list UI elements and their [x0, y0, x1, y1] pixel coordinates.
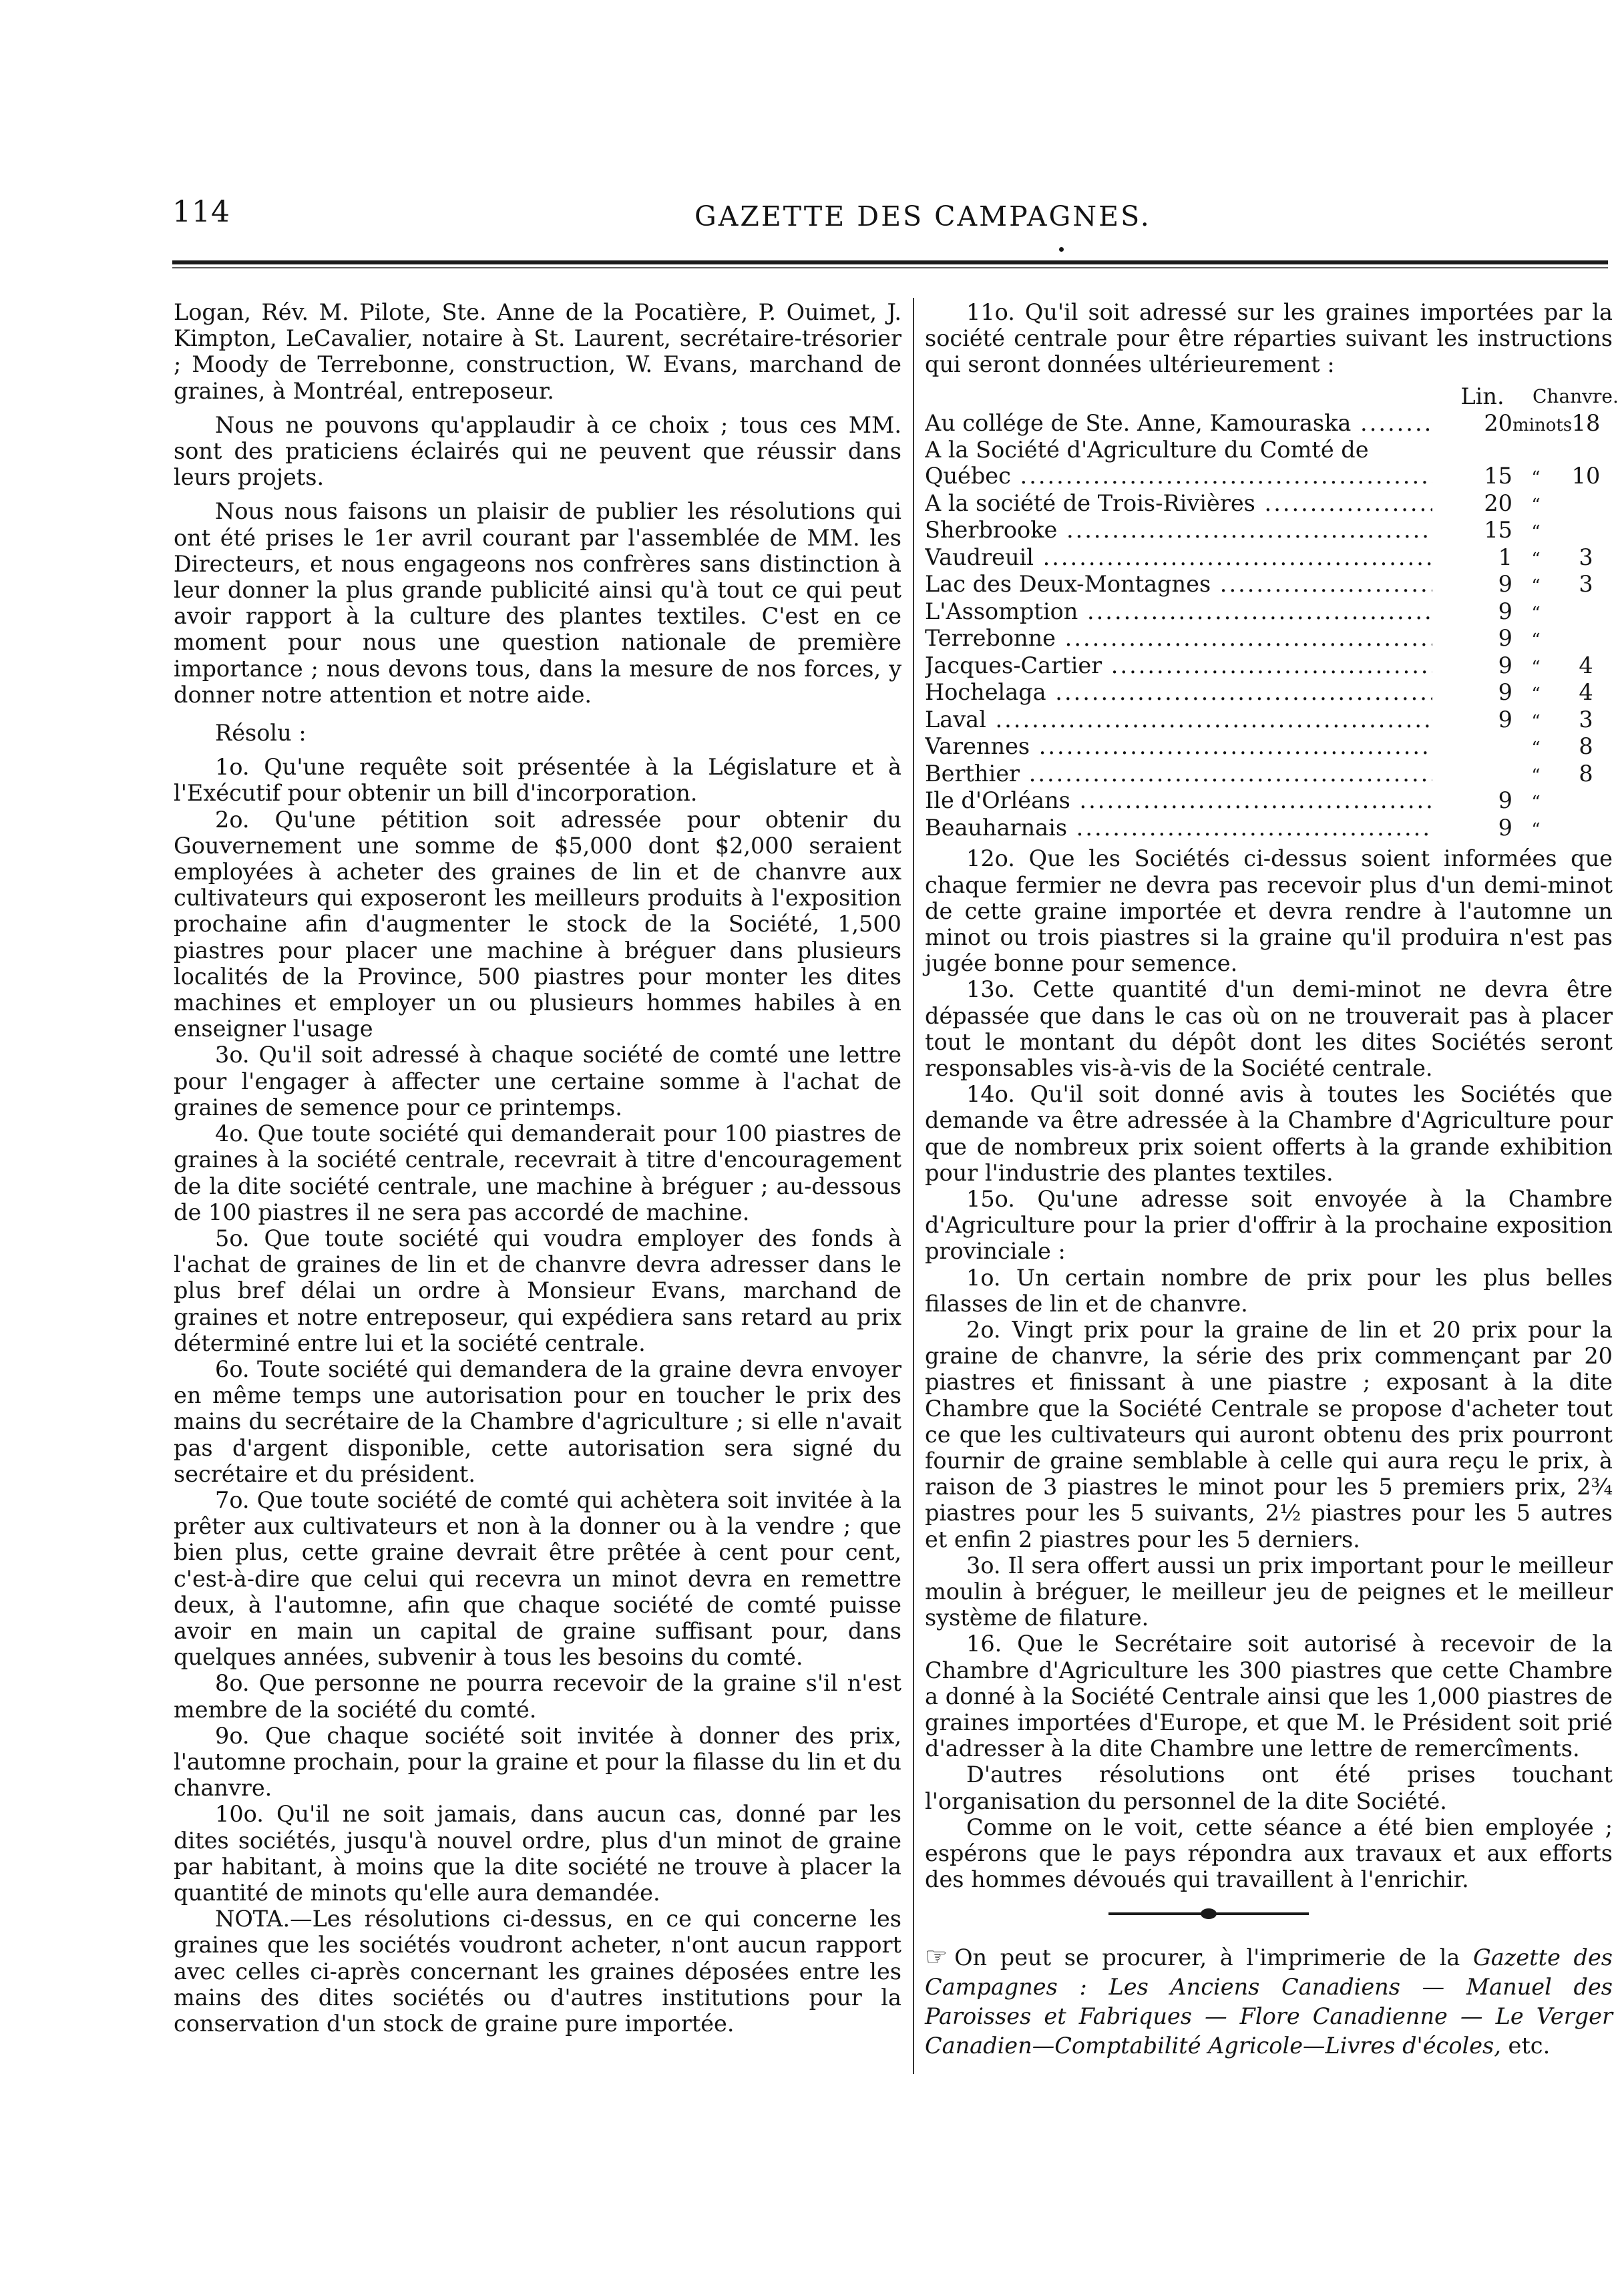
prize-item-2: 2o. Vingt prix pour la graine de lin et 20 prix pour la graine de chanvre, la série des prix commençant par 20 piastres et finissant à une piastre ; exposant à la dite Chambre que la Société Centrale se propose d'acheter tout ce que les cultivateurs qui auront obtenu des prix pourront fournir de graine semblable à celle qui aura reçu le prix, à raison de 3 piastres le minot pour les 5 premiers prix, 2¾ piastres pour les 5 suivants, 2½ piastres pour les 5 autres et enfin 2 piastres pour les 5 derniers. — [925, 1316, 1613, 1552]
table-cell-chanvre: 18 — [1571, 409, 1601, 436]
table-cell-unit: “ — [1531, 793, 1541, 813]
table-row — [925, 652, 1613, 680]
table-cell-chanvre: 8 — [1579, 733, 1593, 760]
table-row — [925, 761, 1613, 788]
resolution-15: 15o. Qu'une adresse soit envoyée à la Chambre d'Agriculture pour la prier d'offrir à la prochaine exposition provinciale : — [925, 1185, 1613, 1265]
table-cell-unit: “ — [1531, 522, 1541, 543]
table-row — [925, 815, 1613, 842]
notice-tail: etc. — [1500, 2033, 1551, 2059]
nota-paragraph: NOTA.—Les résolutions ci-dessus, en ce qui concerne les graines que les sociétés voudront acheter, n'ont aucun rapport avec celles ci-après concernant les graines déposées entre les mains des dites sociétés ou d'autres institutions pour la conservation d'un stock de graine pure importée. — [174, 1906, 901, 2037]
table-row — [925, 517, 1613, 544]
resolution-1: 1o. Qu'une requête soit présentée à la Législature et à l'Exécutif pour obtenir un bill d'incorporation. — [174, 754, 901, 807]
table-cell-unit: “ — [1531, 549, 1541, 570]
header-dot — [1059, 247, 1064, 252]
table-cell-unit: minots — [1512, 415, 1573, 435]
table-cell-unit: “ — [1531, 576, 1541, 597]
resolution-16: 16. Que le Secrétaire soit autorisé à recevoir de la Chambre d'Agriculture les 300 piastres que cette Chambre a donné à la Société Centrale ainsi que les 1,000 piastres de graines importées d'Europe, et que M. le Président soit prié d'adresser à la dite Chambre une lettre de remercîments. — [925, 1631, 1613, 1762]
table-cell-lin: 9 — [1498, 598, 1512, 624]
resolution-7: 7o. Que toute société de comté qui achètera soit invitée à la prêter aux cultivateurs et non à la donner ou à la vendre ; que bien plus, cette graine devrait être prêtée à cent pour cent, c'est-à-dire que celui qui recevra un minot devra en remettre deux, à l'automne, afin que chaque société de comté puisse avoir en main un capital de graine suffisant pour, dans quelques années, subvenir à tous les besoins du comté. — [174, 1486, 901, 1671]
table-row — [925, 733, 1613, 761]
table-cell-name: Jacques-Cartier ..... — [925, 652, 1432, 678]
table-cell-lin: 20 — [1484, 409, 1512, 436]
column-header-lin: Lin. — [1460, 383, 1504, 409]
table-cell-name: Hochelaga ..... — [925, 679, 1432, 705]
table-cell-lin: 9 — [1498, 679, 1512, 706]
resolution-6: 6o. Toute société qui demandera de la graine devra envoyer en même temps une autorisation pour en toucher le prix des mains du secrétaire de la Chambre d'agriculture ; si elle n'avait pas d'argent disponible, cette autorisation sera signé du secrétaire et du président. — [174, 1356, 901, 1487]
table-cell-chanvre: 4 — [1579, 652, 1593, 678]
table-row — [925, 544, 1613, 572]
table-cell-lin: 9 — [1498, 652, 1512, 678]
prize-item-1: 1o. Un certain nombre de prix pour les plus belles filasses de lin et de chanvre. — [925, 1264, 1613, 1317]
table-cell-name: Au collége de Ste. Anne, Kamouraska ..... — [925, 410, 1432, 436]
table-cell-lin: 9 — [1498, 787, 1512, 814]
table-cell-unit: “ — [1531, 630, 1541, 651]
paragraph-other-resolutions: D'autres résolutions ont été prises touchant l'organisation du personnel de la dite Société. — [925, 1762, 1613, 1814]
table-cell-name: Ile d'Orléans ..... — [925, 787, 1432, 813]
table-cell-unit: “ — [1531, 684, 1541, 705]
paragraph-members: Logan, Rév. M. Pilote, Ste. Anne de la Pocatière, P. Ouimet, J. Kimpton, LeCavalier, notaire à St. Laurent, secrétaire-trésorier ; Moody de Terrebonne, construction, W. Evans, marchand de graines, à Montréal, entreposeur. — [174, 299, 901, 404]
table-row — [925, 598, 1613, 626]
table-cell-chanvre: 8 — [1579, 760, 1593, 787]
column-divider — [913, 298, 914, 2074]
table-cell-name: Québec ..... — [925, 463, 1432, 489]
resolution-8: 8o. Que personne ne pourra recevoir de la graine s'il n'est membre de la société du comté. — [174, 1670, 901, 1723]
table-cell-chanvre: 4 — [1579, 679, 1593, 706]
table-cell-name: Varennes ..... — [925, 733, 1432, 759]
header-rule — [172, 260, 1608, 264]
table-cell-lin: 20 — [1484, 489, 1512, 516]
table-cell-unit: “ — [1531, 603, 1541, 624]
resolution-10: 10o. Qu'il ne soit jamais, dans aucun cas, donné par les dites sociétés, jusqu'à nouvel ordre, plus d'un minot de graine par habitant, à moins que la dite société ne trouve à placer la quantité de minots qu'elle aura demandée. — [174, 1801, 901, 1906]
paragraph-conclusion: Comme on le voit, cette séance a été bien employée ; espérons que le pays répondra aux travaux et aux efforts des hommes dévoués qui travaillent à l'enrichir. — [925, 1814, 1613, 1893]
table-cell-name: A la société de Trois-Rivières ..... — [925, 490, 1432, 516]
table-cell-lin: 9 — [1498, 814, 1512, 841]
resolution-11: 11o. Qu'il soit adressé sur les graines importées par la société centrale pour être réparties suivant les instructions qui seront données ultérieurement : — [925, 299, 1613, 378]
table-cell-unit: “ — [1531, 711, 1541, 732]
table-cell-chanvre: 3 — [1579, 571, 1593, 598]
table-row — [925, 410, 1613, 437]
page-number: 114 — [172, 195, 230, 229]
table-cell-unit: “ — [1531, 468, 1541, 489]
publisher-notice — [925, 1942, 1613, 2061]
table-cell-unit: “ — [1531, 819, 1541, 840]
table-cell-name: Beauharnais ..... — [925, 815, 1432, 841]
seed-distribution-table — [925, 383, 1619, 842]
table-cell-name: Lac des Deux-Montagnes ..... — [925, 571, 1432, 597]
table-cell-unit: “ — [1531, 495, 1541, 515]
table-cell-name: L'Assomption ..... — [925, 598, 1432, 624]
table-cell-name: Berthier ..... — [925, 761, 1432, 787]
table-header — [925, 383, 1619, 410]
resolution-13: 13o. Cette quantité d'un demi-minot ne devra être dépassée que dans le cas où on ne trouverait pas à placer tout le montant du dépôt dont les dites Sociétés seront responsables vis-à-vis de la Société centrale. — [925, 976, 1613, 1081]
notice-titles: Gazette des Campagnes : Les Anciens Canadiens — Manuel des Paroisses et Fabriques — Flore Canadienne — Le Verger Canadien—Comptabilité Agricole—Livres d'écoles, — [925, 1944, 1613, 2059]
table-cell-chanvre: 10 — [1571, 463, 1601, 489]
table-cell-lin: 15 — [1484, 463, 1512, 489]
resolution-2: 2o. Qu'une pétition soit adressée pour obtenir du Gouvernement une somme de $5,000 dont $2,000 seraient employées à acheter des graines de lin et de chanvre aux cultivateurs qui exposeront les meilleurs produits à l'exposition prochaine afin d'augmenter le stock de la Société, 1,500 piastres pour placer une machine à bréguer dans plusieurs localités de la Province, 500 piastres pour monter les dites machines et employer un ou plusieurs hommes habiles à en enseigner l'usage — [174, 806, 901, 1042]
table-cell-name: Terrebonne ..... — [925, 625, 1432, 651]
table-cell-lin: 1 — [1498, 544, 1512, 570]
table-cell-lin: 9 — [1498, 571, 1512, 598]
left-column — [174, 299, 901, 2037]
resolution-12: 12o. Que les Sociétés ci-dessus soient informées que chaque fermier ne devra pas recevoir plus d'un demi-minot de cette graine importée et devra rendre à l'automne un minot ou trois piastres si la graine qu'il produira n'est pas jugée bonne pour semence. — [925, 845, 1613, 977]
table-row — [925, 706, 1613, 734]
table-cell-unit: “ — [1531, 739, 1541, 759]
table-cell-name: A la Société d'Agriculture du Comté de — [925, 437, 1369, 463]
table-cell-chanvre: 3 — [1579, 706, 1593, 733]
table-row — [925, 679, 1613, 706]
resolved-heading: Résolu : — [215, 720, 307, 747]
header-rule-thin — [172, 267, 1608, 268]
notice-lead: On peut se procurer, à l'imprimerie de la — [954, 1944, 1473, 1971]
resolution-4: 4o. Que toute société qui demanderait pour 100 piastres de graines à la société centrale, recevrait à titre d'encouragement de la dite société centrale, une machine à bréguer ; au-dessous de 100 piastres il ne sera pas accordé de machine. — [174, 1120, 901, 1225]
paragraph-applause: Nous ne pouvons qu'applaudir à ce choix ; tous ces MM. sont des praticiens éclairés qui ne peuvent que réussir dans leurs projets. — [174, 411, 901, 491]
resolution-9: 9o. Que chaque société soit invitée à donner des prix, l'automne prochain, pour la graine et pour la filasse du lin et du chanvre. — [174, 1722, 901, 1802]
table-cell-unit: “ — [1531, 765, 1541, 786]
table-cell-lin: 9 — [1498, 706, 1512, 733]
table-row — [925, 625, 1613, 652]
table-row — [925, 490, 1613, 518]
paragraph-publish: Nous nous faisons un plaisir de publier les résolutions qui ont été prises le 1er avril courant par l'assemblée de MM. les Directeurs, et nous engageons nos confrères sans distinction à leur donner la plus grande publicité ainsi qu'à tout ce qui peut avoir rapport à la culture des plantes textiles. C'est en ce moment pour nous une question nationale de première importance ; nous devons tous, dans la mesure de nos forces, y donner notre attention et notre aide. — [174, 498, 901, 708]
table-cell-lin: 9 — [1498, 625, 1512, 652]
table-cell-name: Sherbrooke ..... — [925, 517, 1432, 543]
table-cell-chanvre: 3 — [1579, 544, 1593, 570]
table-row — [925, 437, 1613, 463]
section-ornament — [1108, 1907, 1309, 1920]
pointing-hand-icon: ☞ — [925, 1942, 948, 1971]
prize-item-3: 3o. Il sera offert aussi un prix important pour le meilleur moulin à bréguer, le meilleur jeu de peignes et le meilleur système de filature. — [925, 1552, 1613, 1631]
column-header-chanvre: Chanvre. — [1533, 385, 1619, 407]
table-cell-name: Laval ..... — [925, 706, 1432, 733]
resolution-3: 3o. Qu'il soit adressé à chaque société de comté une lettre pour l'engager à affecter une certaine somme à l'achat de graines de semence pour ce printemps. — [174, 1042, 901, 1120]
table-row — [925, 571, 1613, 598]
table-cell-unit: “ — [1531, 657, 1541, 678]
table-cell-lin: 15 — [1484, 517, 1512, 544]
table-cell-name: Vaudreuil ..... — [925, 544, 1432, 570]
table-body — [925, 410, 1613, 842]
resolution-14: 14o. Qu'il soit donné avis à toutes les Sociétés que demande va être adressée à la Chambre d'Agriculture pour que de nombreux prix soient offerts à la grande exhibition pour l'industrie des plantes textiles. — [925, 1081, 1613, 1186]
resolution-5: 5o. Que toute société qui voudra employer des fonds à l'achat de graines de lin et de chanvre devra adresser dans le plus bref délai un ordre à Monsieur Evans, marchand de graines et notre entreposeur, qui expédiera sans retard au prix déterminé entre lui et la société centrale. — [174, 1225, 901, 1356]
table-row — [925, 787, 1613, 815]
table-row — [925, 463, 1613, 490]
running-head: GAZETTE DES CAMPAGNES. — [694, 200, 1151, 232]
right-column — [925, 299, 1619, 1893]
